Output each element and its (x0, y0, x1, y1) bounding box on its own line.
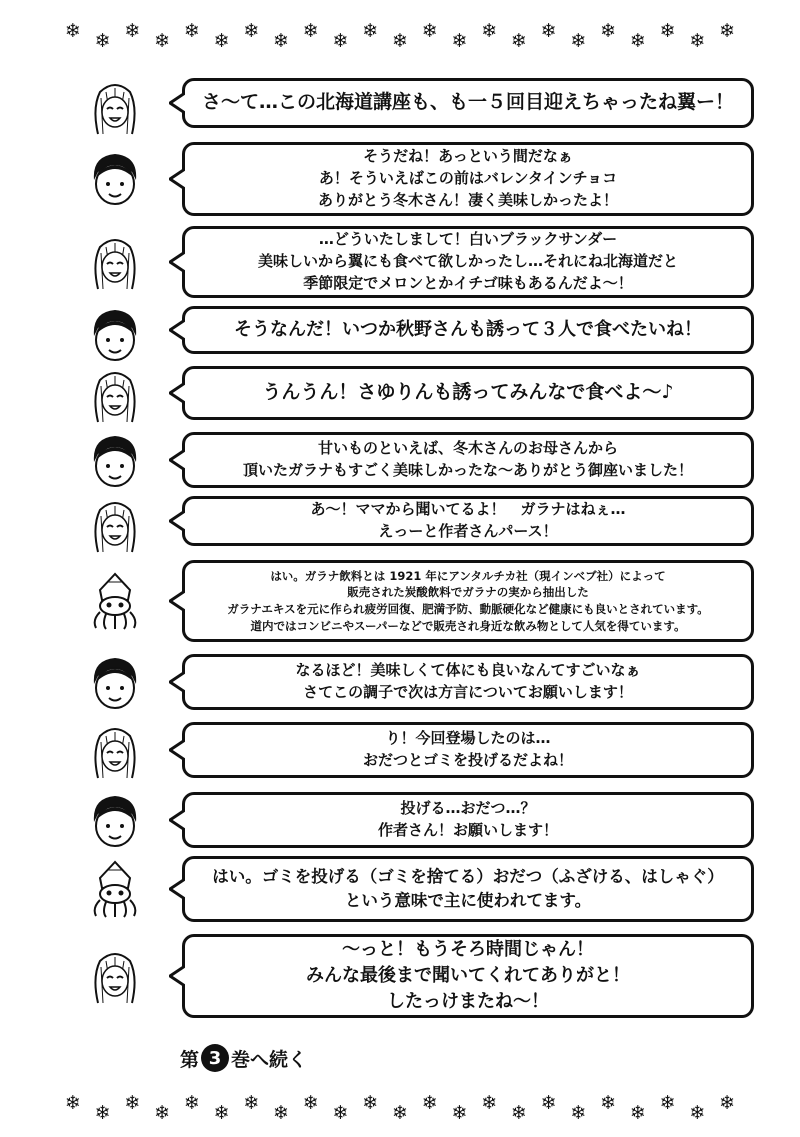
speech-bubble-tail (169, 738, 185, 762)
snowflake-icon: ❄ (481, 1091, 498, 1114)
speech-bubble-tail (169, 964, 185, 988)
snowflake-icon: ❄ (451, 29, 468, 52)
snowflake-icon: ❄ (451, 1101, 468, 1124)
long-hair-girl-avatar (88, 722, 142, 780)
dialogue-line: あ〜！ママから聞いてるよ！ ガラナはねぇ… (310, 500, 626, 519)
speech-bubble (182, 432, 754, 488)
snowflake-icon: ❄ (362, 19, 379, 42)
snowflake-icon: ❄ (154, 29, 171, 52)
continued-prefix: 第 (180, 1048, 200, 1071)
dialogue-row (0, 722, 800, 778)
snowflake-icon: ❄ (332, 1101, 349, 1124)
long-hair-girl-avatar (88, 366, 142, 424)
dialogue-line: という意味で主に使われてます。 (344, 891, 592, 910)
dialogue-line: り！今回登場したのは… (385, 729, 551, 748)
dialogue-row (0, 856, 800, 922)
snowflake-icon: ❄ (481, 19, 498, 42)
snowflake-icon: ❄ (243, 19, 260, 42)
snowflake-icon: ❄ (659, 19, 676, 42)
dialogue-line: えっーと作者さんパース！ (378, 522, 558, 540)
snowflake-icon: ❄ (391, 29, 408, 52)
long-hair-girl-avatar (88, 233, 142, 291)
dialogue-line: さ〜て…この北海道講座も、も一５回目迎えちゃったね翼ー！ (201, 91, 734, 114)
speech-bubble (182, 226, 754, 298)
dialogue-line: うんうん！さゆりんも誘ってみんなで食べよ〜♪ (262, 381, 674, 404)
snowflake-icon: ❄ (659, 1091, 676, 1114)
speech-bubble (182, 934, 754, 1018)
boy-avatar (88, 654, 142, 712)
snowflake-icon: ❄ (332, 29, 349, 52)
snowflake-icon: ❄ (64, 19, 81, 42)
dialogue-row (0, 934, 800, 1018)
snowflake-icon: ❄ (689, 1101, 706, 1124)
boy-avatar (88, 150, 142, 208)
dialogue-row (0, 366, 800, 420)
dialogue-line: したっけまたね〜！ (387, 991, 549, 1013)
snowflake-icon: ❄ (183, 19, 200, 42)
squid-author-avatar (88, 572, 142, 630)
continued-note (180, 1041, 307, 1075)
speech-bubble (182, 306, 754, 354)
dialogue-line: あ！そういえばこの前はバレンタインチョコ (318, 169, 618, 188)
snowflake-icon: ❄ (94, 29, 111, 52)
long-hair-girl-avatar (88, 78, 142, 136)
snowflake-icon: ❄ (273, 29, 289, 52)
dialogue-line: みんな最後まで聞いてくれてありがと！ (306, 964, 630, 986)
dialogue-line: 作者さん！お願いします！ (377, 821, 558, 839)
dialogue-row (0, 78, 800, 128)
long-hair-girl-avatar (88, 947, 142, 1005)
speech-bubble-tail (169, 877, 185, 901)
snowflake-icon: ❄ (94, 1101, 111, 1124)
dialogue-line: 道内ではコンビニやスーパーなどで販売され身近な飲み物として人気を得ています。 (250, 618, 686, 633)
snowflake-icon: ❄ (302, 19, 319, 42)
dialogue-line: 甘いものといえば、冬木さんのお母さんから (317, 439, 618, 458)
dialogue-line: そうなんだ！いつか秋野さんも誘って３人で食べたいね！ (234, 318, 702, 340)
dialogue-row (0, 654, 800, 710)
snowflake-icon: ❄ (213, 29, 230, 52)
snowflake-icon: ❄ (719, 19, 735, 42)
speech-bubble (182, 654, 754, 710)
snowflake-icon: ❄ (600, 19, 617, 42)
dialogue-line: はい。ガラナ飲料とは 1921 年にアンタルチカ社（現インベブ社）によって (270, 568, 666, 583)
snowflake-icon: ❄ (510, 29, 527, 52)
speech-bubble (182, 78, 754, 128)
speech-bubble-tail (169, 670, 185, 694)
snowflake-icon: ❄ (540, 19, 557, 42)
speech-bubble-tail (169, 167, 185, 191)
dialogue-line: 〜っと！もうそろ時間じゃん！ (342, 938, 594, 960)
snowflake-icon: ❄ (362, 1091, 379, 1114)
dialogue-line: …どういたしまして！白いブラックサンダー (318, 230, 618, 249)
speech-bubble-tail (169, 509, 185, 533)
boy-avatar (88, 432, 142, 490)
dialogue-line: そうだね！あっという間だなぁ (363, 147, 573, 166)
dialogue-line: 販売された炭酸飲料でガラナの実から抽出した (347, 585, 589, 600)
snowflake-icon: ❄ (719, 1091, 735, 1114)
snowflake-icon: ❄ (540, 1091, 557, 1114)
speech-bubble-tail (169, 808, 185, 832)
dialogue-line: ありがとう冬木さん！凄く美味しかったよ！ (317, 190, 618, 209)
speech-bubble (182, 856, 754, 922)
snowflake-icon: ❄ (421, 1091, 438, 1114)
snowflake-icon: ❄ (273, 1101, 289, 1124)
snowflake-icon: ❄ (213, 1101, 230, 1124)
dialogue-row (0, 226, 800, 298)
dialogue-line: はい。ゴミを投げる（ゴミを捨てる）おだつ（ふざける、はしゃぐ） (212, 867, 724, 887)
snowflake-icon: ❄ (600, 1091, 617, 1114)
snowflake-border-bottom (0, 1086, 800, 1126)
snowflake-icon: ❄ (124, 1091, 141, 1114)
speech-bubble (182, 142, 754, 216)
snowflake-icon: ❄ (629, 29, 646, 52)
speech-bubble-tail (169, 318, 185, 342)
volume-number: 3 (201, 1044, 229, 1072)
snowflake-icon: ❄ (243, 1091, 260, 1114)
dialogue-line: 投げる…おだつ…？ (400, 799, 536, 818)
dialogue-line: なるほど！美味しくて体にも良いなんてすごいなぁ (295, 661, 641, 680)
boy-avatar (88, 306, 142, 364)
snowflake-icon: ❄ (64, 1091, 81, 1114)
dialogue-row (0, 432, 800, 488)
snowflake-icon: ❄ (302, 1091, 319, 1114)
squid-author-avatar (88, 860, 142, 918)
snowflake-icon: ❄ (570, 1101, 587, 1124)
snowflake-icon: ❄ (391, 1101, 408, 1124)
continued-suffix: 巻へ続く (231, 1048, 308, 1071)
dialogue-row (0, 496, 800, 546)
boy-avatar (88, 792, 142, 850)
dialogue-line: さてこの調子で次は方言についてお願いします！ (303, 683, 633, 701)
dialogue-line: 季節限定でメロンとかイチゴ味もあるんだよ〜！ (303, 273, 633, 292)
snowflake-icon: ❄ (689, 29, 706, 52)
snowflake-icon: ❄ (421, 19, 438, 42)
dialogue-line: おだつとゴミを投げるだよね！ (362, 751, 573, 769)
dialogue-row (0, 792, 800, 848)
dialogue-row (0, 142, 800, 216)
speech-bubble-tail (169, 250, 185, 274)
speech-bubble-tail (169, 589, 185, 613)
speech-bubble (182, 560, 754, 642)
dialogue-line: ガラナエキスを元に作られ疲労回復、肥満予防、動脈硬化など健康にも良いとされています。 (227, 602, 709, 616)
speech-bubble-tail (169, 381, 185, 405)
speech-bubble-tail (169, 91, 185, 115)
speech-bubble (182, 496, 754, 546)
dialogue-row (0, 560, 800, 642)
dialogue-line: 頂いたガラナもすごく美味しかったな〜ありがとう御座いました！ (242, 461, 693, 479)
speech-bubble (182, 792, 754, 848)
long-hair-girl-avatar (88, 496, 142, 554)
speech-bubble (182, 366, 754, 420)
speech-bubble-tail (169, 448, 185, 472)
snowflake-icon: ❄ (510, 1101, 527, 1124)
dialogue-row (0, 306, 800, 354)
speech-bubble (182, 722, 754, 778)
snowflake-border-top (0, 14, 800, 54)
snowflake-icon: ❄ (124, 19, 141, 42)
snowflake-icon: ❄ (154, 1101, 171, 1124)
snowflake-icon: ❄ (570, 29, 587, 52)
snowflake-icon: ❄ (183, 1091, 200, 1114)
dialogue-line: 美味しいから翼にも食べて欲しかったし…それにね北海道だと (257, 252, 678, 271)
snowflake-icon: ❄ (629, 1101, 646, 1124)
